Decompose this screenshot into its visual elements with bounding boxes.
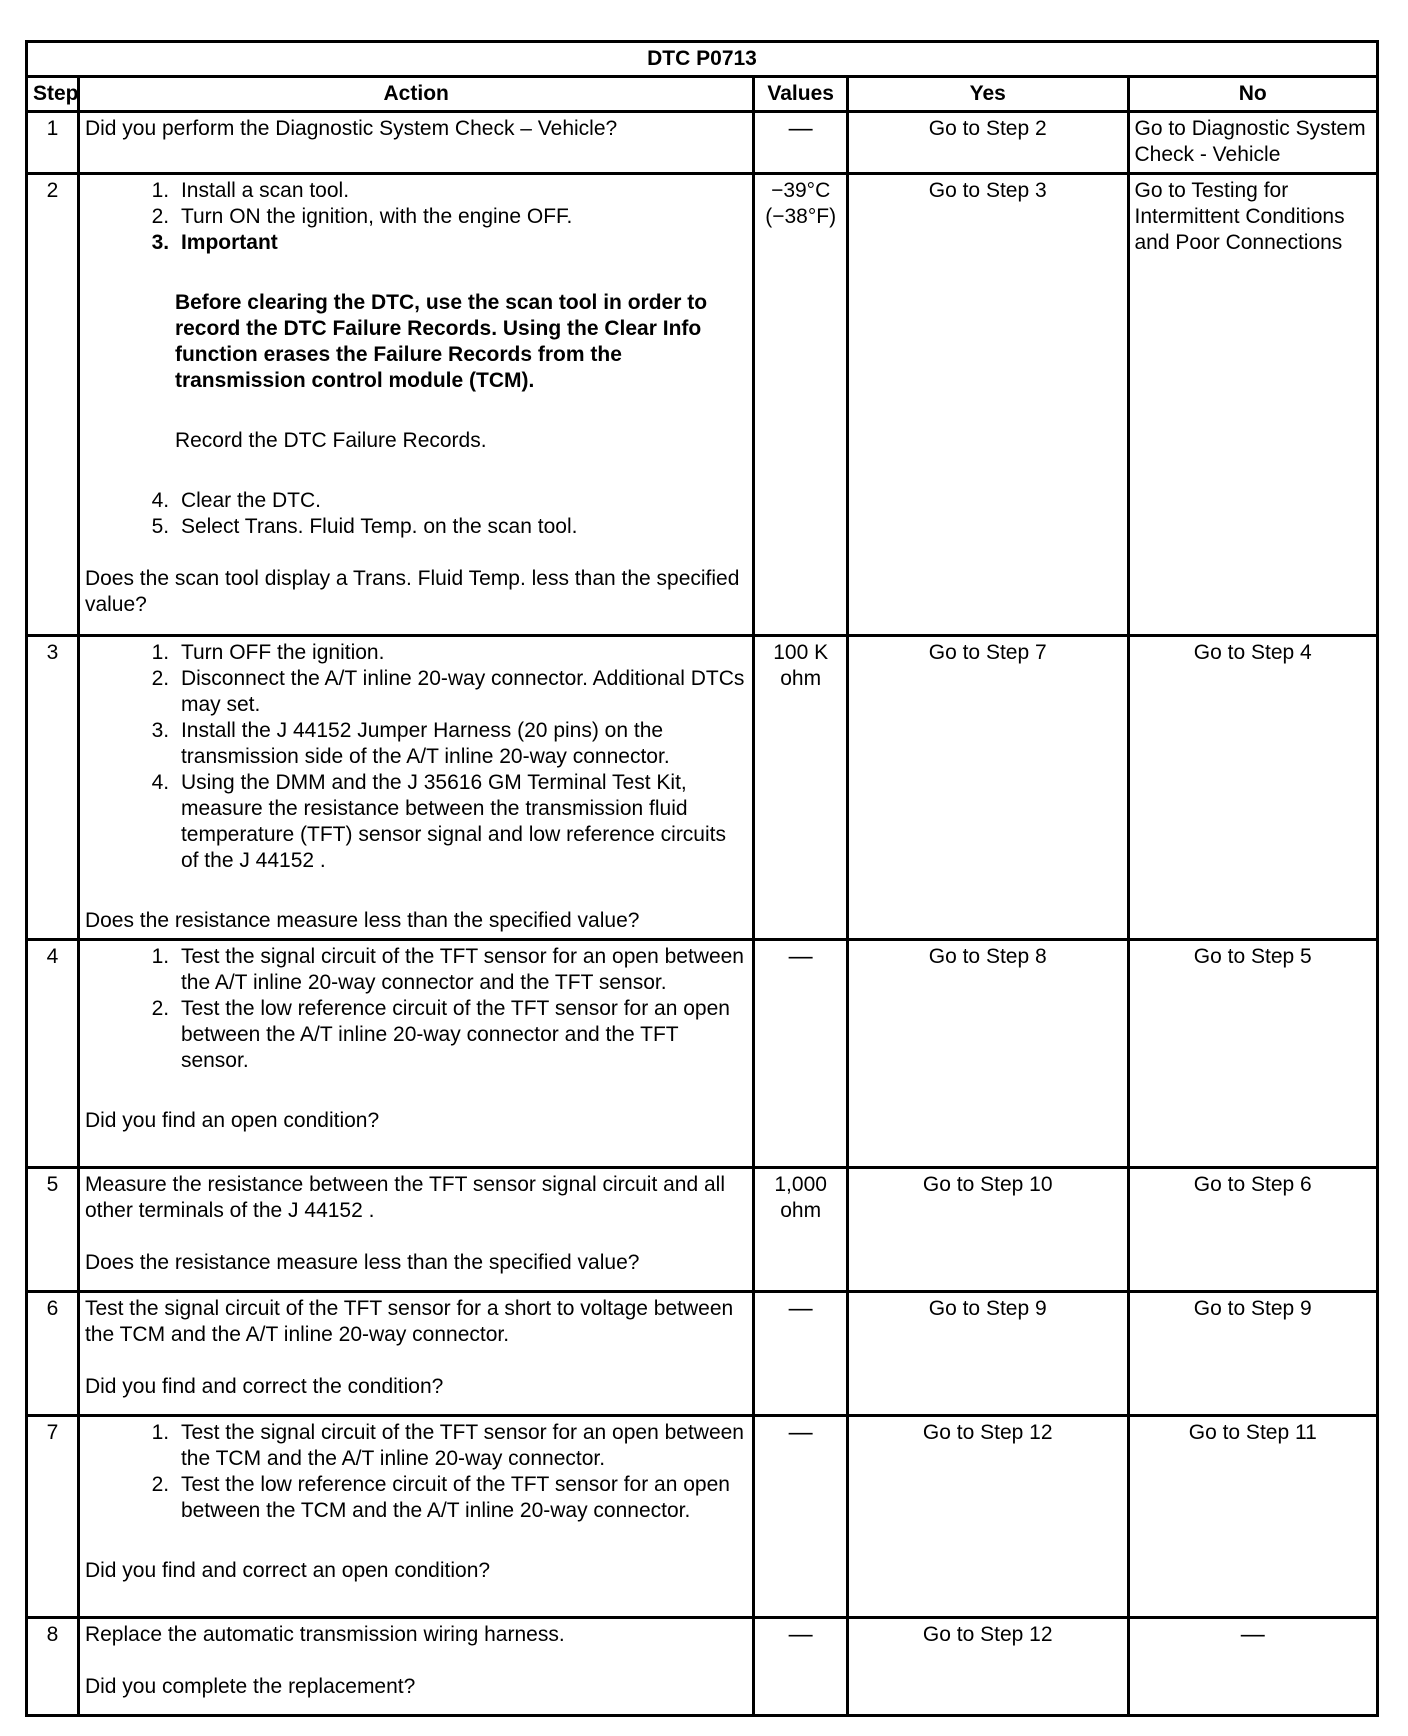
- table-row: [27, 112, 1378, 174]
- step-number: 1: [27, 112, 79, 174]
- value-cell: —: [754, 940, 848, 1168]
- table-row: [27, 1292, 1378, 1416]
- action-text: Did you perform the Diagnostic System Check – Vehicle?: [84, 117, 618, 140]
- action-item: 1. Install a scan tool.: [175, 178, 747, 204]
- action-item: 5. Select Trans. Fluid Temp. on the scan tool.: [175, 514, 747, 540]
- action-item: 2. Disconnect the A/T inline 20-way connector. Additional DTCs may set.: [175, 666, 747, 718]
- dtc-table: [25, 40, 1379, 1717]
- header-action: Action: [78, 77, 753, 112]
- action-question: Did you find and correct an open condition?: [84, 1559, 491, 1582]
- action-cell: [78, 1168, 753, 1292]
- value-cell: —: [754, 1618, 848, 1716]
- yes-cell: Go to Step 7: [847, 636, 1128, 940]
- header-yes: Yes: [847, 77, 1128, 112]
- header-values: Values: [754, 77, 848, 112]
- yes-cell: Go to Step 12: [847, 1618, 1128, 1716]
- value-cell: —: [754, 1416, 848, 1618]
- no-cell: Go to Diagnostic System Check - Vehicle: [1128, 112, 1378, 174]
- step-number: 3: [27, 636, 79, 940]
- step-number: 8: [27, 1618, 79, 1716]
- action-list: [85, 488, 747, 540]
- no-cell: Go to Step 5: [1128, 940, 1378, 1168]
- yes-cell: Go to Step 8: [847, 940, 1128, 1168]
- action-cell: [78, 1292, 753, 1416]
- table-row: [27, 940, 1378, 1168]
- no-cell: Go to Step 6: [1128, 1168, 1378, 1292]
- value-cell: 1,000 ohm: [754, 1168, 848, 1292]
- action-item: 3. Install the J 44152 Jumper Harness (20 pins) on the transmission side of the A/T inline 20-way connector.: [175, 718, 747, 770]
- action-text: Test the signal circuit of the TFT sensor for a short to voltage between the TCM and the A/T inline 20-way connector.: [84, 1297, 734, 1346]
- action-item: 2. Test the low reference circuit of the TFT sensor for an open between the A/T inline 20-way connector and the TFT sensor.: [175, 996, 747, 1074]
- no-cell: Go to Step 11: [1128, 1416, 1378, 1618]
- action-cell: [78, 940, 753, 1168]
- action-question: Did you find an open condition?: [84, 1109, 380, 1132]
- step-number: 4: [27, 940, 79, 1168]
- action-question: Does the resistance measure less than the specified value?: [84, 909, 640, 932]
- table-row: [27, 1618, 1378, 1716]
- action-list: [85, 1420, 747, 1524]
- action-item: 4. Clear the DTC.: [175, 488, 747, 514]
- action-cell: [78, 112, 753, 174]
- action-text: Measure the resistance between the TFT sensor signal circuit and all other terminals of the J 44152 .: [84, 1173, 726, 1222]
- action-cell: [78, 636, 753, 940]
- no-cell: Go to Step 4: [1128, 636, 1378, 940]
- table-row: [27, 1416, 1378, 1618]
- action-item: 4. Using the DMM and the J 35616 GM Terminal Test Kit, measure the resistance between the transmission fluid temperature (TFT) sensor signal and low reference circuits of the J 44152 .: [175, 770, 747, 874]
- value-cell: —: [754, 112, 848, 174]
- record-note: Record the DTC Failure Records.: [174, 429, 487, 452]
- action-item: 3. Important: [175, 230, 747, 256]
- action-item: 2. Turn ON the ignition, with the engine OFF.: [175, 204, 747, 230]
- table-row: [27, 174, 1378, 636]
- yes-cell: Go to Step 9: [847, 1292, 1128, 1416]
- table-title: DTC P0713: [27, 42, 1378, 77]
- yes-cell: Go to Step 2: [847, 112, 1128, 174]
- yes-cell: Go to Step 12: [847, 1416, 1128, 1618]
- action-item: 2. Test the low reference circuit of the TFT sensor for an open between the TCM and the A/T inline 20-way connector.: [175, 1472, 747, 1524]
- action-list: [85, 944, 747, 1074]
- action-question: Did you find and correct the condition?: [84, 1375, 444, 1398]
- no-cell: —: [1128, 1618, 1378, 1716]
- no-cell: Go to Step 9: [1128, 1292, 1378, 1416]
- action-list: [85, 640, 747, 874]
- action-question: Does the resistance measure less than the specified value?: [84, 1251, 640, 1274]
- yes-cell: Go to Step 10: [847, 1168, 1128, 1292]
- action-cell: [78, 1618, 753, 1716]
- action-cell: [78, 1416, 753, 1618]
- value-cell: 100 K ohm: [754, 636, 848, 940]
- table-row: [27, 1168, 1378, 1292]
- action-cell: [78, 174, 753, 636]
- action-text: Replace the automatic transmission wiring harness.: [84, 1623, 565, 1646]
- value-cell: —: [754, 1292, 848, 1416]
- header-no: No: [1128, 77, 1378, 112]
- no-cell: Go to Testing for Intermittent Conditions and Poor Connections: [1128, 174, 1378, 636]
- value-cell: −39°C (−38°F): [754, 174, 848, 636]
- step-number: 6: [27, 1292, 79, 1416]
- step-number: 2: [27, 174, 79, 636]
- step-number: 5: [27, 1168, 79, 1292]
- table-row: [27, 636, 1378, 940]
- action-item: 1. Test the signal circuit of the TFT sensor for an open between the A/T inline 20-way connector and the TFT sensor.: [175, 944, 747, 996]
- action-question: Did you complete the replacement?: [84, 1675, 416, 1698]
- important-note: Before clearing the DTC, use the scan tool in order to record the DTC Failure Records. Using the Clear Info function erases the Failure Records from the transmission control module (TCM).: [174, 291, 708, 392]
- yes-cell: Go to Step 3: [847, 174, 1128, 636]
- header-step: Step: [27, 77, 79, 112]
- action-question: Does the scan tool display a Trans. Fluid Temp. less than the specified value?: [84, 567, 740, 616]
- action-item: 1. Turn OFF the ignition.: [175, 640, 747, 666]
- action-item: 1. Test the signal circuit of the TFT sensor for an open between the TCM and the A/T inline 20-way connector.: [175, 1420, 747, 1472]
- step-number: 7: [27, 1416, 79, 1618]
- action-list: [85, 178, 747, 256]
